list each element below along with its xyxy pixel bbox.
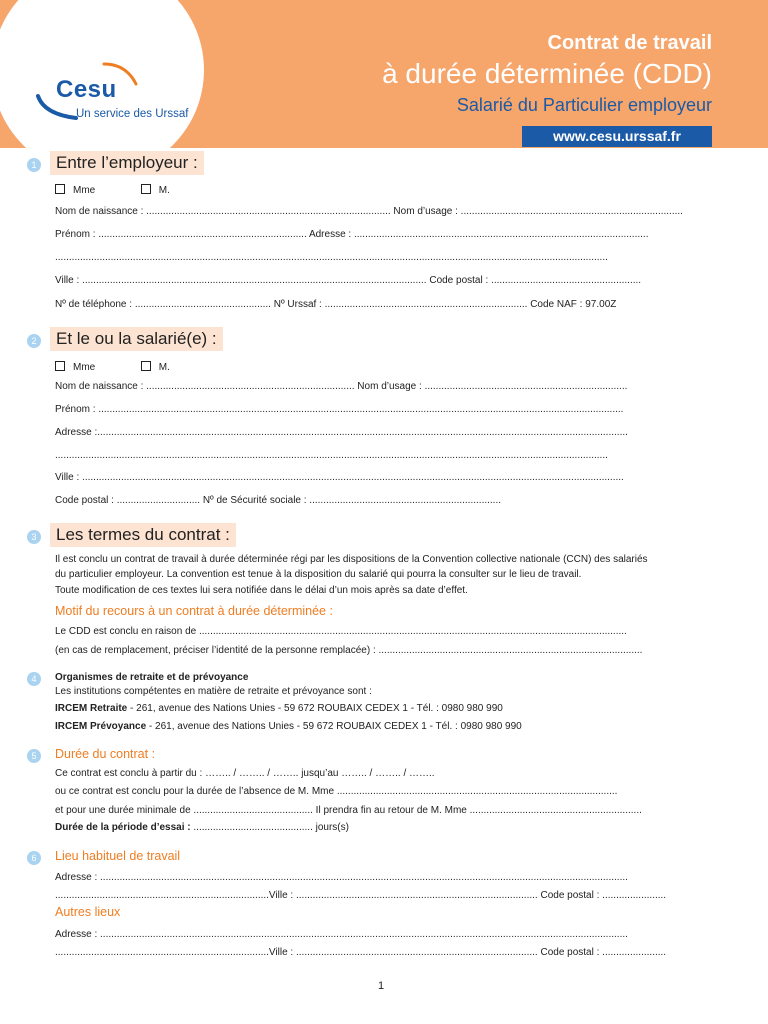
field-line[interactable]: Adresse : .............................................................................................................................................................................................. bbox=[55, 872, 628, 883]
label-m: M. bbox=[158, 185, 170, 196]
field-line[interactable]: ....................................................................................................................................................................................................... bbox=[55, 252, 608, 263]
essai-label: Durée de la période d’essai : bbox=[55, 822, 191, 833]
field-line[interactable]: ou ce contrat est conclu pour la durée de l’absence de M. Mme ..................................................................................................... bbox=[55, 786, 618, 797]
logo-tagline: Un service des Urssaf bbox=[76, 108, 189, 120]
field-line[interactable]: Nom de naissance : ........................................................................................ Nom d’usage : ................................................................................ bbox=[55, 206, 683, 217]
field-line[interactable]: Ville : ............................................................................................................................ Code postal : ...................................................... bbox=[55, 275, 642, 286]
field-line[interactable]: (en cas de remplacement, préciser l’identité de la personne remplacée) : ............................................................................................... bbox=[55, 645, 643, 656]
paragraph-line: Toute modification de ces textes lui sera notifiée dans le délai d’un mois après sa date d’effet. bbox=[55, 585, 468, 596]
field-line[interactable]: Prénom : ........................................................................... Adresse : .......................................................................................................... bbox=[55, 229, 649, 240]
ircem-prevoyance-name: IRCEM Prévoyance bbox=[55, 721, 147, 732]
checkbox-m[interactable] bbox=[141, 184, 151, 194]
field-line[interactable]: Ville : ................................................................................................................................................................................................... bbox=[55, 472, 624, 483]
paragraph-line: Il est conclu un contrat de travail à durée déterminée régi par les dispositions de la Convention collective nationale (CCN) des salariés bbox=[55, 554, 648, 565]
section-number-3: 3 bbox=[27, 530, 41, 544]
cesu-logo bbox=[36, 62, 216, 132]
field-line[interactable]: Adresse : .............................................................................................................................................................................................. bbox=[55, 929, 628, 940]
field-line[interactable]: ....................................................................................................................................................................................................... bbox=[55, 450, 608, 461]
section-title-termes: Les termes du contrat : bbox=[50, 523, 236, 547]
field-line[interactable]: Code postal : .............................. Nº de Sécurité sociale : ..................................................................... bbox=[55, 495, 502, 506]
field-line[interactable]: Ce contrat est conclu à partir du : …….. / …….. / …….. jusqu’au …….. / …….. / …….. bbox=[55, 768, 435, 779]
field-line[interactable]: Prénom : ............................................................................................................................................................................................. bbox=[55, 404, 624, 415]
ircem-retraite-line bbox=[55, 703, 503, 714]
subtitle: Salarié du Particulier employeur bbox=[456, 95, 712, 115]
section-number-1: 1 bbox=[27, 158, 41, 172]
title-line2: à durée déterminée (CDD) bbox=[382, 58, 712, 89]
section-number-4: 4 bbox=[27, 672, 41, 686]
paragraph-line: du particulier employeur. La convention est tenue à la disposition du salarié qui pourra la consulter sur le lieu de travail. bbox=[55, 569, 582, 580]
checkbox-m[interactable] bbox=[141, 361, 151, 371]
section-number-2: 2 bbox=[27, 334, 41, 348]
checkbox-mme[interactable] bbox=[55, 184, 65, 194]
ircem-prevoyance-address: - 261, avenue des Nations Unies - 59 672 ROUBAIX CEDEX 1 - Tél. : 0980 980 990 bbox=[146, 721, 522, 732]
label-mme: Mme bbox=[73, 185, 96, 196]
paragraph-line: Les institutions compétentes en matière de retraite et prévoyance sont : bbox=[55, 686, 372, 697]
section-number-6: 6 bbox=[27, 851, 41, 865]
page-number: 1 bbox=[378, 980, 385, 992]
essai-line[interactable] bbox=[55, 822, 349, 833]
label-m: M. bbox=[158, 362, 170, 373]
label-mme: Mme bbox=[73, 362, 96, 373]
field-line[interactable]: Nº de téléphone : ................................................. Nº Urssaf : ......................................................................... Code NAF : 97.00Z bbox=[55, 299, 617, 310]
subtitle-autres-lieux: Autres lieux bbox=[55, 905, 121, 919]
field-line[interactable]: Adresse :............................................................................................................................................................................................... bbox=[55, 427, 628, 438]
website-link[interactable]: www.cesu.urssaf.fr bbox=[522, 126, 712, 147]
ircem-retraite-address: - 261, avenue des Nations Unies - 59 672 ROUBAIX CEDEX 1 - Tél. : 0980 980 990 bbox=[127, 703, 503, 714]
field-line[interactable]: Nom de naissance : ........................................................................... Nom d’usage : ......................................................................... bbox=[55, 381, 628, 392]
subtitle-duree: Durée du contrat : bbox=[55, 747, 156, 761]
essai-field[interactable]: ........................................... jours(s) bbox=[190, 822, 349, 833]
logo-name: Cesu bbox=[56, 76, 117, 103]
field-line[interactable]: .............................................................................Ville : ....................................................................................... Code postal : ....................... bbox=[55, 947, 667, 958]
checkbox-mme[interactable] bbox=[55, 361, 65, 371]
section-title-employeur: Entre l’employeur : bbox=[50, 151, 204, 175]
civility-row-salarie bbox=[55, 361, 170, 373]
civility-row-employeur bbox=[55, 184, 170, 196]
subtitle-organismes: Organismes de retraite et de prévoyance bbox=[55, 672, 249, 683]
ircem-retraite-name: IRCEM Retraite bbox=[55, 703, 128, 714]
field-line[interactable]: Le CDD est conclu en raison de .......................................................................................................................................................... bbox=[55, 626, 627, 637]
section-number-5: 5 bbox=[27, 749, 41, 763]
field-line[interactable]: .............................................................................Ville : ....................................................................................... Code postal : ....................... bbox=[55, 890, 667, 901]
field-line[interactable]: et pour une durée minimale de ........................................... Il prendra fin au retour de M. Mme .............................................................. bbox=[55, 805, 642, 816]
title-line1: Contrat de travail bbox=[547, 32, 712, 54]
ircem-prevoyance-line bbox=[55, 721, 522, 732]
subtitle-lieu: Lieu habituel de travail bbox=[55, 849, 181, 863]
section-title-salarie: Et le ou la salarié(e) : bbox=[50, 327, 223, 351]
subtitle-motif: Motif du recours à un contrat à durée déterminée : bbox=[55, 604, 333, 618]
